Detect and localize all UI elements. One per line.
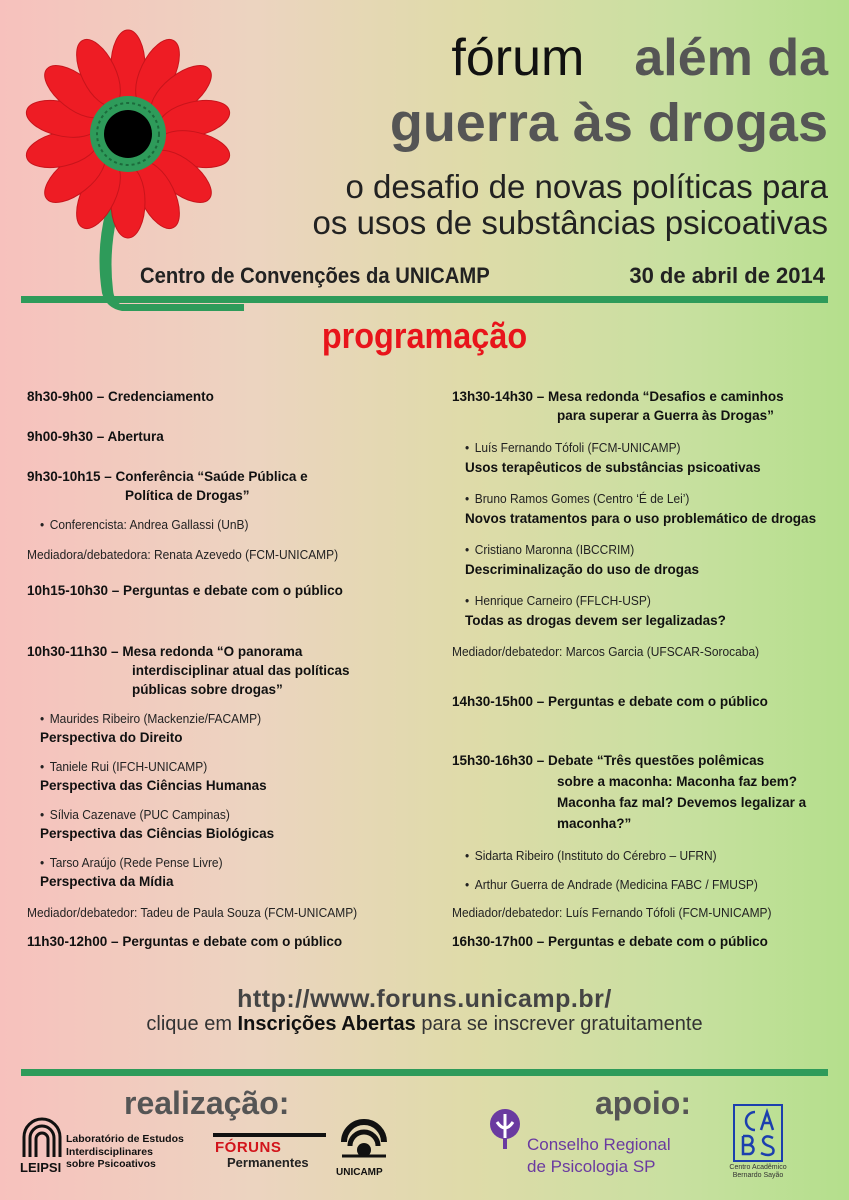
moderator: Mediador/debatedor: Tadeu de Paula Souza (FCM-UNICAMP) bbox=[27, 905, 358, 920]
schedule-item: 8h30-9h00 – Credenciamento bbox=[27, 389, 214, 404]
speaker: • Bruno Ramos Gomes (Centro ‘É de Lei’) bbox=[465, 490, 689, 508]
leipsi-logo-icon bbox=[20, 1117, 64, 1161]
schedule-item-cont: públicas sobre drogas” bbox=[132, 682, 283, 697]
schedule-item-cont: Política de Drogas” bbox=[125, 488, 250, 503]
schedule-item: 11h30-12h00 – Perguntas e debate com o público bbox=[27, 934, 343, 949]
crp-text bbox=[527, 1134, 671, 1178]
schedule-item: 13h30-14h30 – Mesa redonda “Desafios e caminhos bbox=[452, 389, 784, 404]
schedule-item-cont: Maconha faz mal? Devemos legalizar a bbox=[557, 795, 807, 810]
ca-line-2: Bernardo Sayão bbox=[732, 1172, 784, 1180]
talk-title: Perspectiva da Mídia bbox=[40, 874, 174, 889]
speaker: • Cristiano Maronna (IBCCRIM) bbox=[465, 541, 634, 559]
subtitle-line-1: o desafio de novas políticas para bbox=[345, 168, 828, 205]
leipsi-line-2: Interdisciplinares bbox=[66, 1145, 153, 1158]
schedule-item-cont: sobre a maconha: Maconha faz bem? bbox=[557, 774, 798, 789]
talk-title: Usos terapêuticos de substâncias psicoativas bbox=[465, 460, 761, 475]
crp-line-1: Conselho Regional bbox=[527, 1135, 671, 1154]
unicamp-wordmark: UNICAMP bbox=[336, 1167, 383, 1178]
centro-academico-logo bbox=[733, 1104, 783, 1162]
schedule-item: 10h15-10h30 – Perguntas e debate com o público bbox=[27, 583, 343, 598]
permanentes-word: Permanentes bbox=[227, 1155, 309, 1170]
crp-line-2: de Psicologia SP bbox=[527, 1157, 656, 1177]
schedule-item-cont: interdisciplinar atual das políticas bbox=[132, 663, 350, 678]
cta-bold: Inscrições Abertas bbox=[237, 1013, 416, 1035]
leipsi-text bbox=[66, 1133, 184, 1171]
speaker: • Sílvia Cazenave (PUC Campinas) bbox=[40, 806, 230, 824]
registration-cta bbox=[0, 1013, 849, 1036]
crp-logo-icon bbox=[486, 1108, 524, 1150]
website-link[interactable]: http://www.foruns.unicamp.br/ bbox=[237, 985, 612, 1013]
schedule-item-cont: maconha?” bbox=[557, 816, 632, 831]
title-bold-2: guerra às drogas bbox=[389, 93, 828, 153]
cta-pre: clique em bbox=[146, 1013, 238, 1035]
speaker: • Maurides Ribeiro (Mackenzie/FACAMP) bbox=[40, 710, 261, 728]
speaker: • Henrique Carneiro (FFLCH-USP) bbox=[465, 592, 651, 610]
schedule-item: 15h30-16h30 – Debate “Três questões polêmicas bbox=[452, 753, 765, 768]
unicamp-logo-icon bbox=[336, 1116, 392, 1166]
event-date: 30 de abril de 2014 bbox=[629, 263, 825, 288]
schedule-item: 16h30-17h00 – Perguntas e debate com o público bbox=[452, 934, 768, 949]
speaker: • Sidarta Ribeiro (Instituto do Cérebro – UFRN) bbox=[465, 847, 717, 865]
talk-title: Todas as drogas devem ser legalizadas? bbox=[465, 613, 726, 628]
leipsi-line-3: sobre Psicoativos bbox=[66, 1158, 156, 1171]
moderator: Mediadora/debatedora: Renata Azevedo (FCM-UNICAMP) bbox=[27, 547, 339, 562]
talk-title: Perspectiva do Direito bbox=[40, 730, 183, 745]
schedule-item: 10h30-11h30 – Mesa redonda “O panorama bbox=[27, 644, 303, 659]
speaker: • Arthur Guerra de Andrade (Medicina FABC / FMUSP) bbox=[465, 876, 758, 894]
moderator: Mediador/debatedor: Luís Fernando Tófoli (FCM-UNICAMP) bbox=[452, 905, 772, 920]
venue: Centro de Convenções da UNICAMP bbox=[140, 263, 490, 288]
divider bbox=[21, 1069, 828, 1076]
forum-title-line bbox=[451, 29, 828, 87]
foruns-permanentes-logo bbox=[213, 1133, 326, 1173]
program-title: programação bbox=[321, 315, 528, 356]
leipsi-wordmark: LEIPSI bbox=[20, 1160, 62, 1175]
realizacao-label: realização: bbox=[124, 1085, 290, 1121]
talk-title: Perspectiva das Ciências Humanas bbox=[40, 778, 267, 793]
leipsi-line-1: Laboratório de Estudos bbox=[66, 1133, 184, 1145]
foruns-word: FÓRUNS bbox=[215, 1139, 282, 1156]
subtitle-line-2: os usos de substâncias psicoativas bbox=[312, 204, 828, 241]
schedule-item: 14h30-15h00 – Perguntas e debate com o público bbox=[452, 694, 768, 709]
title-forum: fórum bbox=[451, 29, 585, 87]
schedule-item-cont: para superar a Guerra às Drogas” bbox=[557, 408, 774, 423]
talk-title: Perspectiva das Ciências Biológicas bbox=[40, 826, 275, 841]
talk-title: Novos tratamentos para o uso problemático de drogas bbox=[465, 511, 817, 526]
cabs-monogram-icon bbox=[735, 1106, 781, 1160]
schedule-item: 9h30-10h15 – Conferência “Saúde Pública e bbox=[27, 469, 308, 484]
moderator: Mediador/debatedor: Marcos Garcia (UFSCAR-Sorocaba) bbox=[452, 644, 760, 659]
ca-line-1: Centro Acadêmico bbox=[729, 1164, 787, 1171]
speaker: • Taniele Rui (IFCH-UNICAMP) bbox=[40, 758, 207, 776]
centro-academico-text bbox=[716, 1164, 800, 1180]
title-bold-1: além da bbox=[634, 29, 828, 87]
apoio-label: apoio: bbox=[595, 1085, 691, 1121]
divider bbox=[21, 296, 828, 303]
schedule-item: 9h00-9h30 – Abertura bbox=[27, 429, 164, 444]
cta-post: para se inscrever gratuitamente bbox=[415, 1013, 703, 1035]
speaker: • Conferencista: Andrea Gallassi (UnB) bbox=[40, 516, 248, 534]
speaker: • Luís Fernando Tófoli (FCM-UNICAMP) bbox=[465, 439, 681, 457]
talk-title: Descriminalização do uso de drogas bbox=[465, 562, 700, 577]
speaker: • Tarso Araújo (Rede Pense Livre) bbox=[40, 854, 223, 872]
